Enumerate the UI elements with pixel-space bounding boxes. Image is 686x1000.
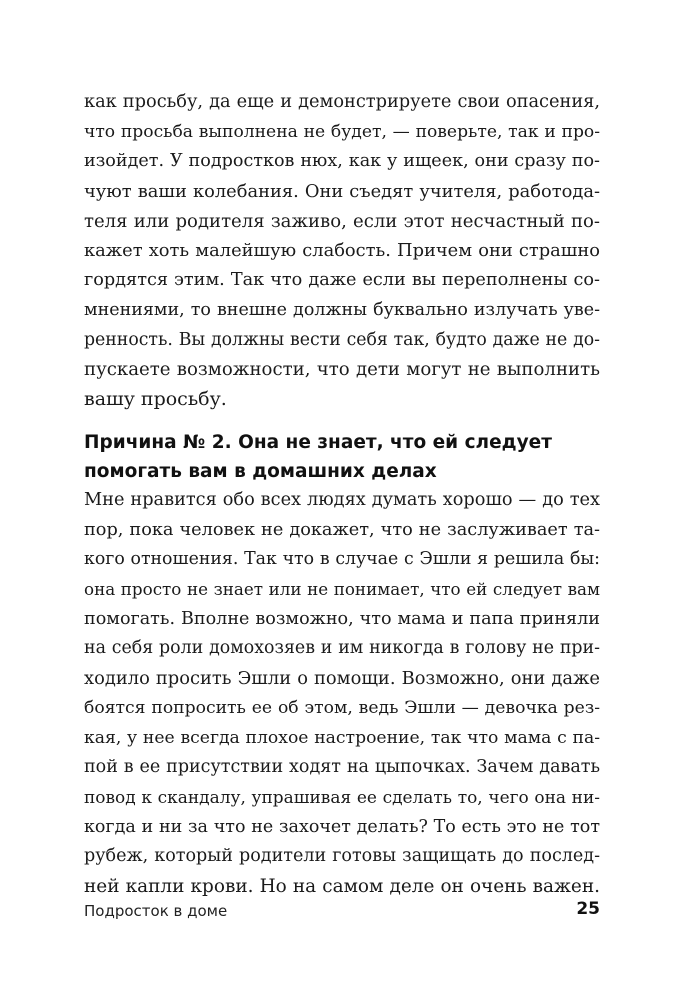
text-line: кая, у нее всегда плохое настроение, так что мама с па- bbox=[84, 727, 600, 748]
text-line: боятся попросить ее об этом, ведь Эшли — девочка рез- bbox=[84, 697, 600, 718]
text-line: помогать. Вполне возможно, что мама и папа приняли bbox=[84, 608, 600, 629]
text-line: пой в ее присутствии ходят на цыпочках. Зачем давать bbox=[84, 757, 600, 778]
text-line: рубеж, который родители готовы защищать до послед- bbox=[84, 846, 600, 867]
paragraph-1 bbox=[84, 88, 600, 415]
heading-line: Причина № 2. Она не знает, что ей следует bbox=[84, 432, 552, 453]
text-line: гордятся этим. Так что даже если вы переполнены со- bbox=[84, 270, 600, 291]
text-line: теля или родителя заживо, если этот несчастный по- bbox=[84, 210, 600, 232]
text-line: кажет хоть малейшую слабость. Причем они страшно bbox=[84, 240, 600, 262]
heading-line: помогать вам в домашних делах bbox=[84, 461, 437, 482]
text-line: мнениями, то внешне должны буквально излучать уве- bbox=[84, 299, 600, 320]
text-line: что просьба выполнена не будет, — поверьте, так и про- bbox=[84, 121, 600, 142]
text-line: как просьбу, да еще и демонстрируете свои опасения, bbox=[84, 92, 600, 112]
text-line: ней капли крови. Но на самом деле он очень важен. bbox=[84, 875, 600, 897]
text-line: она просто не знает или не понимает, что ей следует вам bbox=[84, 579, 600, 600]
text-line: когда и ни за что не захочет делать? То есть это не тот bbox=[84, 816, 600, 837]
text-line: изойдет. У подростков нюх, как у ищеек, они сразу по- bbox=[84, 151, 600, 172]
text-line: повод к скандалу, упрашивая ее сделать то, чего она ни- bbox=[84, 786, 600, 807]
text-line: чуют ваши колебания. Они съедят учителя, работода- bbox=[84, 181, 600, 203]
page-number: 25 bbox=[576, 899, 600, 919]
paragraph-2 bbox=[84, 486, 600, 902]
text-line: ренность. Вы должны вести себя так, будто даже не до- bbox=[84, 329, 600, 350]
text-line: Мне нравится обо всех людях думать хорошо — до тех bbox=[84, 490, 600, 510]
running-footer-title: Подросток в доме bbox=[84, 902, 228, 920]
section-heading bbox=[84, 428, 600, 486]
text-line: пускаете возможности, что дети могут не выполнить bbox=[84, 359, 600, 381]
text-line: вашу просьбу. bbox=[84, 387, 227, 410]
text-line: ходило просить Эшли о помощи. Возможно, они даже bbox=[84, 668, 600, 690]
text-line: пор, пока человек не докажет, что не заслуживает та- bbox=[84, 519, 600, 540]
text-line: на себя роли домохозяев и им никогда в голову не при- bbox=[84, 638, 600, 659]
text-line: кого отношения. Так что в случае с Эшли я решила бы: bbox=[84, 549, 600, 570]
